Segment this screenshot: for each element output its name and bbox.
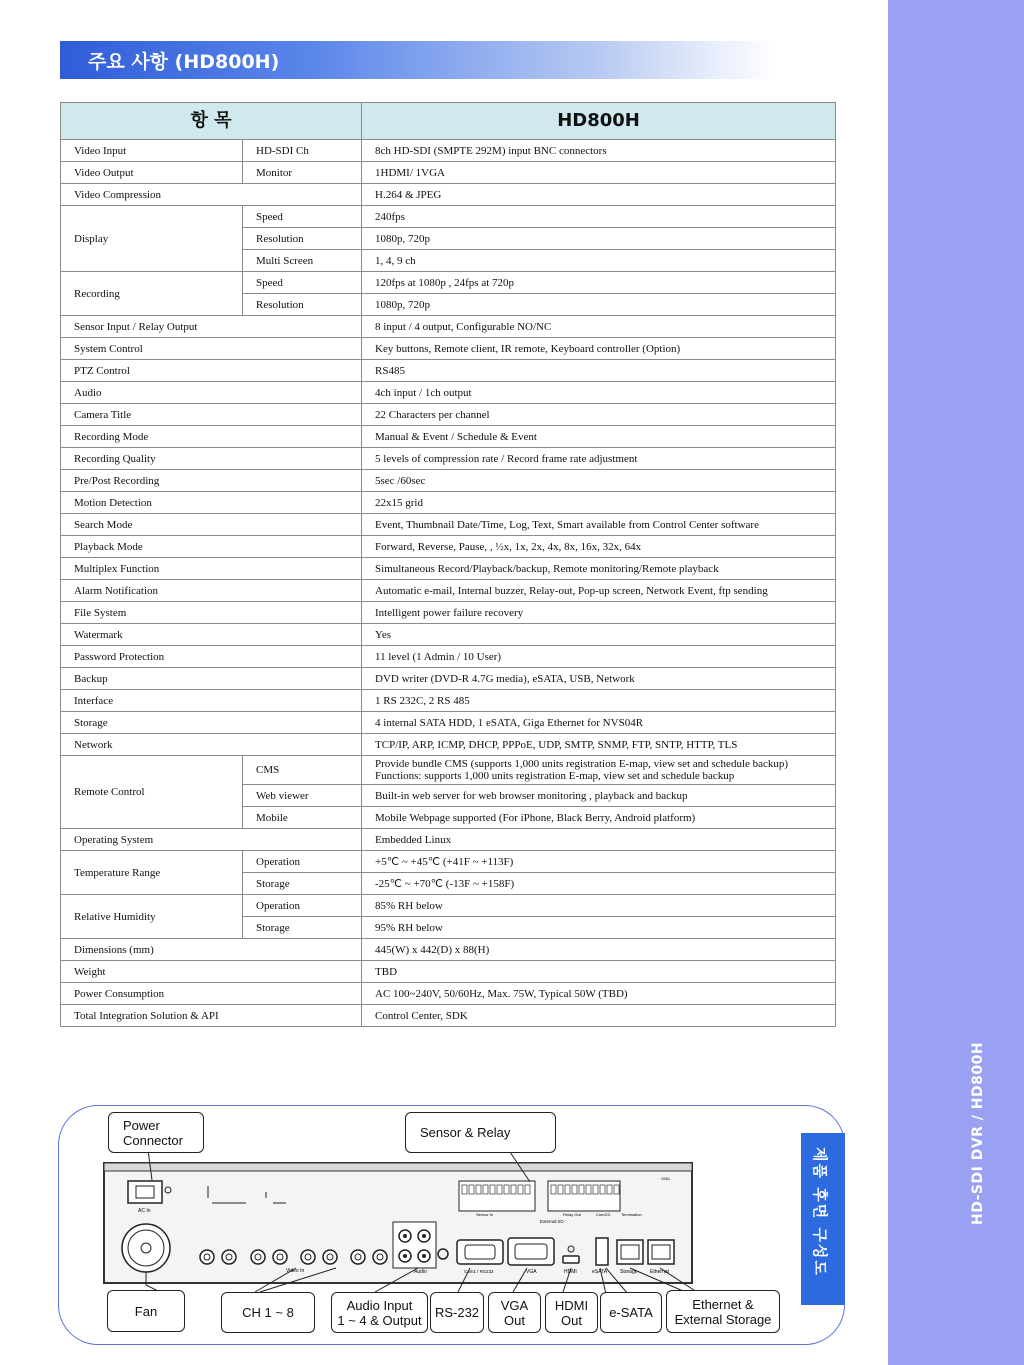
callout-esata: e-SATA [600, 1292, 662, 1333]
row-value: 22 Characters per channel [362, 404, 836, 426]
row-item: PTZ Control [61, 360, 362, 382]
vga-label: VGA [526, 1269, 537, 1275]
bnc-connector [301, 1250, 315, 1264]
row-item: Video Input [61, 140, 243, 162]
row-subitem: Speed [243, 206, 362, 228]
callout-rs232: RS-232 [430, 1292, 484, 1333]
row-value: 85% RH below [362, 895, 836, 917]
row-item: Relative Humidity [61, 895, 243, 939]
bnc-connector [373, 1250, 387, 1264]
relay-out-label: Relay Out [563, 1212, 581, 1217]
row-item: Video Output [61, 162, 243, 184]
callout-vga: VGA Out [488, 1292, 541, 1333]
row-subitem: Monitor [243, 162, 362, 184]
row-item: System Control [61, 338, 362, 360]
row-item: Total Integration Solution & API [61, 1005, 362, 1027]
row-value: AC 100~240V, 50/60Hz, Max. 75W, Typical 50W (TBD) [362, 983, 836, 1005]
row-value: Yes [362, 624, 836, 646]
device-top-edge [104, 1163, 692, 1171]
row-value: 4ch input / 1ch output [362, 382, 836, 404]
row-value: Mobile Webpage supported (For iPhone, Black Berry, Android platform) [362, 807, 836, 829]
hdmi-label: HDMI [564, 1269, 577, 1275]
row-value: Automatic e-mail, Internal buzzer, Relay-out, Pop-up screen, Network Event, ftp sending [362, 580, 836, 602]
esata-port [596, 1238, 608, 1265]
row-value: 4 internal SATA HDD, 1 eSATA, Giga Ethernet for NVS04R [362, 712, 836, 734]
row-value: TCP/IP, ARP, ICMP, DHCP, PPPoE, UDP, SMTP, SNMP, FTP, SNTP, HTTP, TLS [362, 734, 836, 756]
row-value: 1, 4, 9 ch [362, 250, 836, 272]
com2-label: Com2/3 [596, 1212, 611, 1217]
row-value: 95% RH below [362, 917, 836, 939]
row-subitem: Multi Screen [243, 250, 362, 272]
row-item: Pre/Post Recording [61, 470, 362, 492]
row-item: Alarm Notification [61, 580, 362, 602]
row-item: Interface [61, 690, 362, 712]
row-value: Forward, Reverse, Pause, , ½x, 1x, 2x, 4x, 8x, 16x, 32x, 64x [362, 536, 836, 558]
row-item: Recording Quality [61, 448, 362, 470]
row-value: 5 levels of compression rate / Record frame rate adjustment [362, 448, 836, 470]
row-value: 11 level (1 Admin / 10 User) [362, 646, 836, 668]
row-value: 8ch HD-SDI (SMPTE 292M) input BNC connectors [362, 140, 836, 162]
row-value: 5sec /60sec [362, 470, 836, 492]
bnc-connector [200, 1250, 214, 1264]
header-model: HD800H [362, 103, 836, 140]
row-item: Password Protection [61, 646, 362, 668]
bnc-connector [351, 1250, 365, 1264]
row-item: Display [61, 206, 243, 272]
row-value: 1080p, 720p [362, 294, 836, 316]
fan-icon [122, 1224, 170, 1272]
row-item: Temperature Range [61, 851, 243, 895]
row-item: Weight [61, 961, 362, 983]
row-value: Control Center, SDK [362, 1005, 836, 1027]
row-item: Playback Mode [61, 536, 362, 558]
row-value: +5℃ ~ +45℃ (+41F ~ +113F) [362, 851, 836, 873]
row-value-line: Provide bundle CMS (supports 1,000 units registration E-map, view set and schedule backup) [375, 758, 789, 770]
row-value: 1080p, 720p [362, 228, 836, 250]
bnc-connector [222, 1250, 236, 1264]
row-subitem: Storage [243, 873, 362, 895]
row-value: RS485 [362, 360, 836, 382]
storage-label: Storage [620, 1269, 638, 1275]
external-io-label: External I/O [540, 1219, 564, 1224]
row-value: Intelligent power failure recovery [362, 602, 836, 624]
side-label: HD-SDI DVR / HD800H [970, 1041, 986, 1225]
callout-audio: Audio Input 1 ~ 4 & Output [331, 1292, 428, 1333]
row-item: File System [61, 602, 362, 624]
row-subitem: Resolution [243, 294, 362, 316]
row-value: Simultaneous Record/Playback/backup, Remote monitoring/Remote playback [362, 558, 836, 580]
row-item: Camera Title [61, 404, 362, 426]
row-item: Operating System [61, 829, 362, 851]
callout-ethernet: Ethernet & External Storage [666, 1290, 780, 1333]
row-item: Audio [61, 382, 362, 404]
row-item: Recording [61, 272, 243, 316]
rear-panel-badge: 제품 후면 구성도 [801, 1133, 845, 1305]
row-subitem: Resolution [243, 228, 362, 250]
row-subitem: Mobile [243, 807, 362, 829]
callout-sensor-relay: Sensor & Relay [405, 1112, 556, 1153]
audio-label: Audio [414, 1269, 427, 1275]
row-item: Sensor Input / Relay Output [61, 316, 362, 338]
row-value: Key buttons, Remote client, IR remote, Keyboard controller (Option) [362, 338, 836, 360]
row-subitem: Speed [243, 272, 362, 294]
row-item: Motion Detection [61, 492, 362, 514]
callout-hdmi: HDMI Out [545, 1292, 598, 1333]
row-item: Recording Mode [61, 426, 362, 448]
row-item: Video Compression [61, 184, 362, 206]
page-title: 주요 사항 (HD800H) [88, 51, 280, 73]
row-value: Built-in web server for web browser monitoring , playback and backup [362, 785, 836, 807]
row-value: 120fps at 1080p , 24fps at 720p [362, 272, 836, 294]
row-value: 1 RS 232C, 2 RS 485 [362, 690, 836, 712]
row-subitem: CMS [243, 756, 362, 785]
video-in-label: Video In [286, 1268, 305, 1274]
bnc-connector [251, 1250, 265, 1264]
row-value: 1HDMI/ 1VGA [362, 162, 836, 184]
rs232-port [457, 1240, 503, 1264]
row-item: Network [61, 734, 362, 756]
row-value-line: Functions: supports 1,000 units registration E-map, view set and schedule backup [375, 770, 735, 782]
row-item: Power Consumption [61, 983, 362, 1005]
row-subitem: Storage [243, 917, 362, 939]
ethernet-label: Ethernet [650, 1269, 669, 1275]
row-subitem: Web viewer [243, 785, 362, 807]
row-item: Storage [61, 712, 362, 734]
row-value: H.264 & JPEG [362, 184, 836, 206]
row-value: DVD writer (DVD-R 4.7G media), eSATA, USB, Network [362, 668, 836, 690]
gnd-label: GND [661, 1176, 670, 1181]
esata-label: eSATA [592, 1269, 608, 1275]
header-item: 항 목 [61, 103, 362, 140]
row-item: Backup [61, 668, 362, 690]
hdmi-port [563, 1256, 579, 1263]
ac-in-label: AC In [138, 1208, 151, 1214]
row-subitem: Operation [243, 895, 362, 917]
com-label: Com1 / RS232 [464, 1269, 494, 1274]
row-value: Event, Thumbnail Date/Time, Log, Text, Smart available from Control Center software [362, 514, 836, 536]
bnc-connector [323, 1250, 337, 1264]
row-subitem: Operation [243, 851, 362, 873]
row-value: Manual & Event / Schedule & Event [362, 426, 836, 448]
callout-power-connector: Power Connector [108, 1112, 204, 1153]
row-item: Dimensions (mm) [61, 939, 362, 961]
callout-ch: CH 1 ~ 8 [221, 1292, 315, 1333]
bnc-connector [273, 1250, 287, 1264]
row-value: 22x15 grid [362, 492, 836, 514]
row-item: Remote Control [61, 756, 243, 829]
row-item: Search Mode [61, 514, 362, 536]
row-value: 8 input / 4 output, Configurable NO/NC [362, 316, 836, 338]
row-value: 240fps [362, 206, 836, 228]
row-value: 445(W) x 442(D) x 88(H) [362, 939, 836, 961]
sensor-in-label: Sensor In [476, 1212, 494, 1217]
row-subitem: HD-SDI Ch [243, 140, 362, 162]
callout-fan: Fan [107, 1290, 185, 1332]
row-value: -25℃ ~ +70℃ (-13F ~ +158F) [362, 873, 836, 895]
row-item: Multiplex Function [61, 558, 362, 580]
termination-label: Termination [621, 1212, 642, 1217]
row-value: TBD [362, 961, 836, 983]
row-item: Watermark [61, 624, 362, 646]
row-value: Embedded Linux [362, 829, 836, 851]
